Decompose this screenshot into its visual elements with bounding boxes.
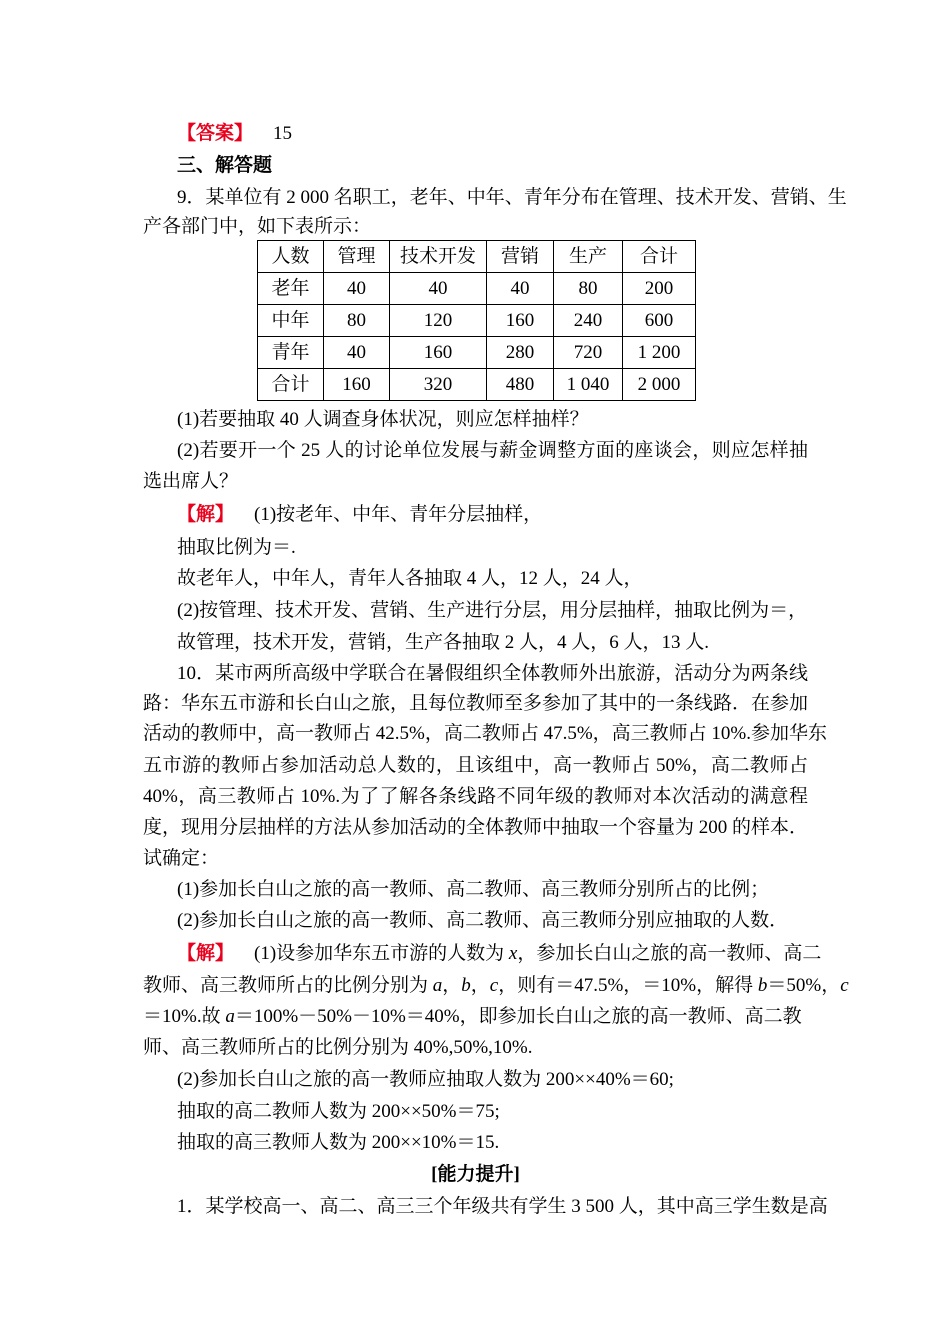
sol9-line-4: (2)按管理、技术开发、营销、生产进行分层，用分层抽样，抽取比例为＝， [177, 600, 808, 621]
sol9-text-1: (1)按老年、中年、青年分层抽样， [254, 504, 543, 525]
sol10-text-2b: ，则有＝47.5%，＝10%，解得 [498, 975, 758, 996]
comma: ， [470, 975, 490, 996]
table-header-row [258, 241, 696, 273]
table-header-cell: 营销 [487, 241, 554, 273]
q10-line-7: 试确定： [143, 848, 220, 869]
table-cell: 280 [487, 337, 554, 369]
sol9-line-5: 故管理，技术开发，营销，生产各抽取 2 人，4 人，6 人，13 人. [177, 632, 710, 653]
q9-line-1: 9．某单位有 2 000 名职工，老年、中年、青年分布在管理、技术开发、营销、生 [177, 187, 847, 208]
var-c: c [489, 975, 499, 996]
table-cell: 40 [324, 273, 390, 305]
sol10-line-7: 抽取的高三教师人数为 200××10%＝15. [177, 1132, 500, 1153]
sol10-text-3a: ＝10%.故 [143, 1006, 226, 1027]
table-cell: 160 [487, 305, 554, 337]
table-cell: 合计 [258, 369, 324, 401]
table-row [258, 337, 696, 369]
sol10-line-5: (2)参加长白山之旅的高一教师应抽取人数为 200××40%＝60; [177, 1069, 674, 1090]
table-cell: 200 [623, 273, 696, 305]
table-cell: 160 [390, 337, 487, 369]
solution-label: 【解】 [177, 943, 235, 964]
table-cell: 2 000 [623, 369, 696, 401]
q9-line-2: 产各部门中，如下表所示： [143, 216, 372, 237]
q10-line-4: 五市游的教师占参加活动总人数的，且该组中，高一教师占 50%，高二教师占 [143, 755, 808, 776]
var-x: x [508, 943, 518, 964]
var-b: b [461, 975, 471, 996]
table-cell: 40 [487, 273, 554, 305]
comma: ， [442, 975, 462, 996]
q10-line-6: 度，现用分层抽样的方法从参加活动的全体教师中抽取一个容量为 200 的样本． [143, 817, 809, 838]
table-cell: 40 [390, 273, 487, 305]
q9-sub-2-line-1: (2)若要开一个 25 人的讨论单位发展与薪金调整方面的座谈会，则应怎样抽 [177, 440, 808, 461]
table-cell: 1 040 [554, 369, 623, 401]
var-a: a [225, 1006, 235, 1027]
q10-line-5: 40%，高三教师占 10%.为了了解各条线路不同年级的教师对本次活动的满意程 [143, 786, 808, 807]
table-row [258, 273, 696, 305]
table-header-cell: 人数 [258, 241, 324, 273]
table-cell: 80 [324, 305, 390, 337]
staff-table [257, 240, 696, 401]
sol10-line-6: 抽取的高二教师人数为 200××50%＝75; [177, 1101, 500, 1122]
q10-sub-1: (1)参加长白山之旅的高一教师、高二教师、高三教师分别所占的比例； [177, 879, 770, 900]
var-c: c [840, 975, 849, 996]
table-cell: 80 [554, 273, 623, 305]
sol9-line-1 [177, 502, 808, 528]
sol10-line-1 [177, 941, 822, 967]
q9-sub-2-line-2: 选出席人？ [143, 471, 239, 492]
table-cell: 480 [487, 369, 554, 401]
table-cell: 青年 [258, 337, 324, 369]
table-cell: 120 [390, 305, 487, 337]
var-a: a [432, 975, 443, 996]
answer-value: 15 [273, 123, 293, 144]
answer-line [177, 121, 808, 147]
table-cell: 160 [324, 369, 390, 401]
table-cell: 40 [324, 337, 390, 369]
table-header-cell: 合计 [623, 241, 696, 273]
table-row [258, 369, 696, 401]
solution-label: 【解】 [177, 504, 235, 525]
table-row [258, 305, 696, 337]
var-b: b [757, 975, 768, 996]
table-cell: 720 [554, 337, 623, 369]
q10-line-2: 路：华东五市游和长白山之旅，且每位教师至多参加了其中的一条线路．在参加 [143, 693, 809, 714]
section-heading: 三、解答题 [177, 155, 273, 176]
ability-heading: [能力提升] [431, 1164, 520, 1185]
q9-sub-1: (1)若要抽取 40 人调查身体状况，则应怎样抽样？ [177, 409, 589, 430]
table-cell: 1 200 [623, 337, 696, 369]
table-cell: 老年 [258, 273, 324, 305]
table-cell: 240 [554, 305, 623, 337]
sol10-text-3b: ＝100%－50%－10%＝40%，即参加长白山之旅的高一教师、高二教 [234, 1006, 802, 1027]
q10-line-3: 活动的教师中，高一教师占 42.5%，高二教师占 47.5%，高三教师占 10%.参加华东 [143, 723, 827, 744]
q10-sub-2: (2)参加长白山之旅的高一教师、高二教师、高三教师分别应抽取的人数． [177, 910, 789, 931]
sol10-line-4: 师、高三教师所占的比例分别为 40%,50%,10%. [143, 1037, 533, 1058]
answer-label: 【答案】 [177, 123, 254, 144]
table-cell: 中年 [258, 305, 324, 337]
q10-line-1: 10．某市两所高级中学联合在暑假组织全体教师外出旅游，活动分为两条线 [177, 663, 808, 684]
sol10-text-2c: ＝50%， [767, 975, 841, 996]
sol10-line-3 [143, 1004, 808, 1030]
sol10-text-1b: ，参加长白山之旅的高一教师、高二 [517, 943, 822, 964]
sol9-line-3: 故老年人，中年人，青年人各抽取 4 人，12 人，24 人， [177, 568, 643, 589]
table-cell: 600 [623, 305, 696, 337]
sol9-line-2: 抽取比例为＝. [177, 537, 296, 558]
table-header-cell: 生产 [554, 241, 623, 273]
ability-q1-line: 1．某学校高一、高二、高三三个年级共有学生 3 500 人，其中高三学生数是高 [177, 1196, 828, 1217]
table-cell: 320 [390, 369, 487, 401]
sol10-text-1a: (1)设参加华东五市游的人数为 [254, 943, 509, 964]
table-header-cell: 技术开发 [390, 241, 487, 273]
table-header-cell: 管理 [324, 241, 390, 273]
sol10-text-2a: 教师、高三教师所占的比例分别为 [143, 975, 433, 996]
sol10-line-2 [143, 973, 849, 999]
